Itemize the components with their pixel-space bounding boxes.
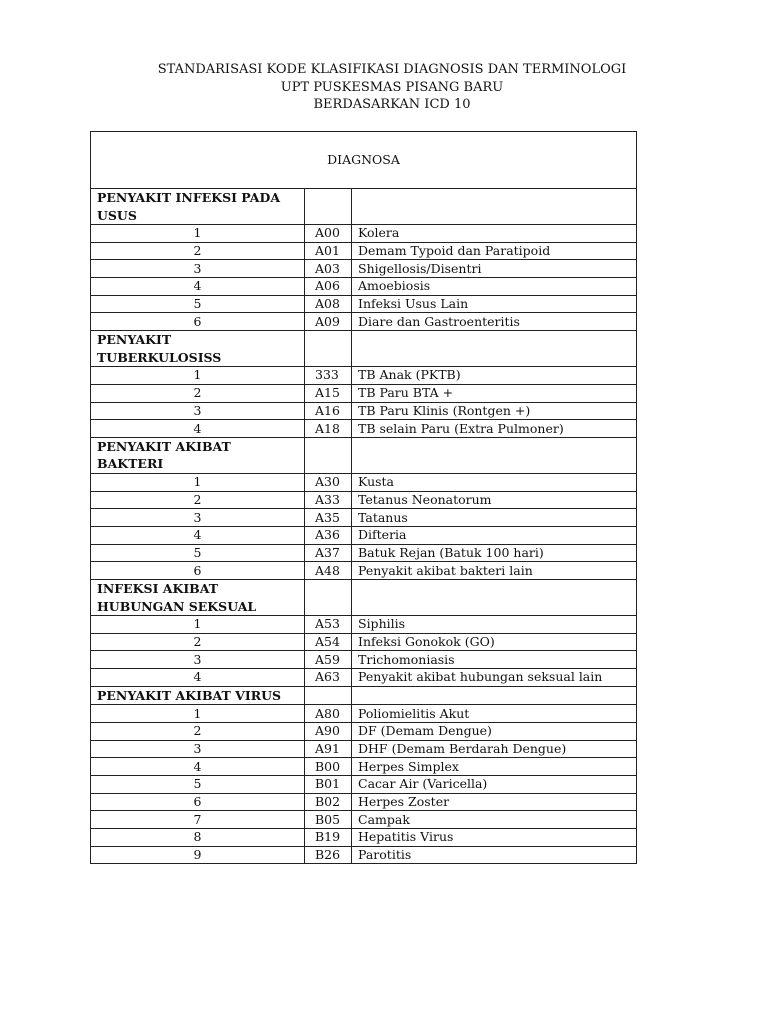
diagnosis-name: DHF (Demam Berdarah Dengue) <box>352 740 637 758</box>
icd-code: A00 <box>305 225 352 243</box>
table-row <box>91 705 637 723</box>
empty-cell <box>352 331 637 367</box>
diagnosis-name: Siphilis <box>352 616 637 634</box>
row-number: 4 <box>91 420 305 438</box>
row-number: 4 <box>91 526 305 544</box>
table-row <box>91 225 637 243</box>
icd-code: B00 <box>305 758 352 776</box>
icd-code: A35 <box>305 509 352 527</box>
icd-code: 333 <box>305 367 352 385</box>
row-number: 1 <box>91 473 305 491</box>
diagnosis-name: Poliomielitis Akut <box>352 705 637 723</box>
icd-code: A09 <box>305 313 352 331</box>
table-row <box>91 402 637 420</box>
diagnosis-name: Infeksi Usus Lain <box>352 295 637 313</box>
document-title <box>0 61 768 114</box>
row-number: 5 <box>91 295 305 313</box>
icd-code: A59 <box>305 651 352 669</box>
empty-cell <box>305 189 352 225</box>
icd-code: A53 <box>305 616 352 634</box>
diagnosis-name: Tatanus <box>352 509 637 527</box>
table-row <box>91 278 637 296</box>
table-row <box>91 846 637 864</box>
row-number: 9 <box>91 846 305 864</box>
icd-code: B26 <box>305 846 352 864</box>
icd-code: A91 <box>305 740 352 758</box>
diagnosis-name: Difteria <box>352 526 637 544</box>
table-row <box>91 722 637 740</box>
diagnosis-name: Kolera <box>352 225 637 243</box>
row-number: 8 <box>91 829 305 847</box>
icd-code: B05 <box>305 811 352 829</box>
category-row <box>91 580 637 616</box>
row-number: 3 <box>91 651 305 669</box>
diagnosis-name: Herpes Simplex <box>352 758 637 776</box>
table-row <box>91 367 637 385</box>
row-number: 3 <box>91 260 305 278</box>
table-row <box>91 562 637 580</box>
icd-code: A16 <box>305 402 352 420</box>
diagnosis-name: Shigellosis/Disentri <box>352 260 637 278</box>
category-row <box>91 331 637 367</box>
table-row <box>91 384 637 402</box>
empty-cell <box>352 580 637 616</box>
empty-cell <box>305 580 352 616</box>
empty-cell <box>305 686 352 705</box>
icd-code: A18 <box>305 420 352 438</box>
icd-code: A15 <box>305 384 352 402</box>
category-row <box>91 437 637 473</box>
icd-code: A03 <box>305 260 352 278</box>
row-number: 2 <box>91 384 305 402</box>
icd-code: A63 <box>305 669 352 687</box>
table-header-row <box>91 132 637 189</box>
category-row <box>91 686 637 705</box>
diagnosis-name: Diare dan Gastroenteritis <box>352 313 637 331</box>
icd-code: A01 <box>305 242 352 260</box>
empty-cell <box>352 189 637 225</box>
row-number: 1 <box>91 616 305 634</box>
icd-code: A54 <box>305 633 352 651</box>
diagnosis-name: Trichomoniasis <box>352 651 637 669</box>
table-row <box>91 633 637 651</box>
icd-code: B19 <box>305 829 352 847</box>
diagnosis-name: Amoebiosis <box>352 278 637 296</box>
row-number: 2 <box>91 722 305 740</box>
table-row <box>91 313 637 331</box>
table-row <box>91 295 637 313</box>
icd-code: A08 <box>305 295 352 313</box>
diagnosis-name: Cacar Air (Varicella) <box>352 776 637 794</box>
row-number: 6 <box>91 313 305 331</box>
table-row <box>91 616 637 634</box>
diagnosis-table <box>90 131 637 864</box>
row-number: 3 <box>91 509 305 527</box>
icd-code: B02 <box>305 793 352 811</box>
diagnosis-name: Campak <box>352 811 637 829</box>
category-label: PENYAKIT TUBERKULOSISS <box>91 331 305 367</box>
table-row <box>91 669 637 687</box>
diagnosis-name: TB Anak (PKTB) <box>352 367 637 385</box>
category-label: PENYAKIT AKIBAT VIRUS <box>91 686 305 705</box>
row-number: 2 <box>91 633 305 651</box>
table-row <box>91 651 637 669</box>
title-line-3: BERDASARKAN ICD 10 <box>313 97 471 112</box>
row-number: 1 <box>91 225 305 243</box>
diagnosis-name: Tetanus Neonatorum <box>352 491 637 509</box>
row-number: 4 <box>91 669 305 687</box>
row-number: 7 <box>91 811 305 829</box>
row-number: 6 <box>91 793 305 811</box>
diagnosis-name: TB Paru BTA + <box>352 384 637 402</box>
table-row <box>91 420 637 438</box>
table-row <box>91 260 637 278</box>
diagnosis-name: Penyakit akibat hubungan seksual lain <box>352 669 637 687</box>
icd-code: A30 <box>305 473 352 491</box>
diagnosis-name: Batuk Rejan (Batuk 100 hari) <box>352 544 637 562</box>
table-header: DIAGNOSA <box>91 132 637 189</box>
table-row <box>91 740 637 758</box>
empty-cell <box>305 331 352 367</box>
icd-code: A80 <box>305 705 352 723</box>
diagnosis-name: TB selain Paru (Extra Pulmoner) <box>352 420 637 438</box>
category-label: PENYAKIT INFEKSI PADA USUS <box>91 189 305 225</box>
table-row <box>91 491 637 509</box>
icd-code: A06 <box>305 278 352 296</box>
row-number: 5 <box>91 776 305 794</box>
table-row <box>91 473 637 491</box>
table-row <box>91 509 637 527</box>
title-line-2: UPT PUSKESMAS PISANG BARU <box>280 79 504 95</box>
diagnosis-name: Herpes Zoster <box>352 793 637 811</box>
empty-cell <box>352 686 637 705</box>
table-row <box>91 793 637 811</box>
category-label: PENYAKIT AKIBAT BAKTERI <box>91 437 305 473</box>
icd-code: A33 <box>305 491 352 509</box>
table-row <box>91 544 637 562</box>
table-row <box>91 758 637 776</box>
row-number: 1 <box>91 705 305 723</box>
diagnosis-name: Kusta <box>352 473 637 491</box>
empty-cell <box>352 437 637 473</box>
category-label: INFEKSI AKIBAT HUBUNGAN SEKSUAL <box>91 580 305 616</box>
icd-code: A90 <box>305 722 352 740</box>
table-row <box>91 242 637 260</box>
diagnosis-name: Parotitis <box>352 846 637 864</box>
table-row <box>91 776 637 794</box>
diagnosis-name: Hepatitis Virus <box>352 829 637 847</box>
empty-cell <box>305 437 352 473</box>
row-number: 5 <box>91 544 305 562</box>
title-line-1: STANDARISASI KODE KLASIFIKASI DIAGNOSIS DAN TERMINOLOGI <box>157 62 627 77</box>
diagnosis-name: Infeksi Gonokok (GO) <box>352 633 637 651</box>
row-number: 6 <box>91 562 305 580</box>
icd-code: A37 <box>305 544 352 562</box>
icd-code: B01 <box>305 776 352 794</box>
diagnosis-name: Demam Typoid dan Paratipoid <box>352 242 637 260</box>
row-number: 1 <box>91 367 305 385</box>
row-number: 4 <box>91 278 305 296</box>
row-number: 2 <box>91 491 305 509</box>
row-number: 4 <box>91 758 305 776</box>
table-row <box>91 811 637 829</box>
category-row <box>91 189 637 225</box>
icd-code: A48 <box>305 562 352 580</box>
table-row <box>91 526 637 544</box>
diagnosis-table-body <box>91 132 637 864</box>
row-number: 3 <box>91 740 305 758</box>
icd-code: A36 <box>305 526 352 544</box>
row-number: 3 <box>91 402 305 420</box>
row-number: 2 <box>91 242 305 260</box>
diagnosis-name: Penyakit akibat bakteri lain <box>352 562 637 580</box>
diagnosis-name: DF (Demam Dengue) <box>352 722 637 740</box>
diagnosis-name: TB Paru Klinis (Rontgen +) <box>352 402 637 420</box>
table-row <box>91 829 637 847</box>
